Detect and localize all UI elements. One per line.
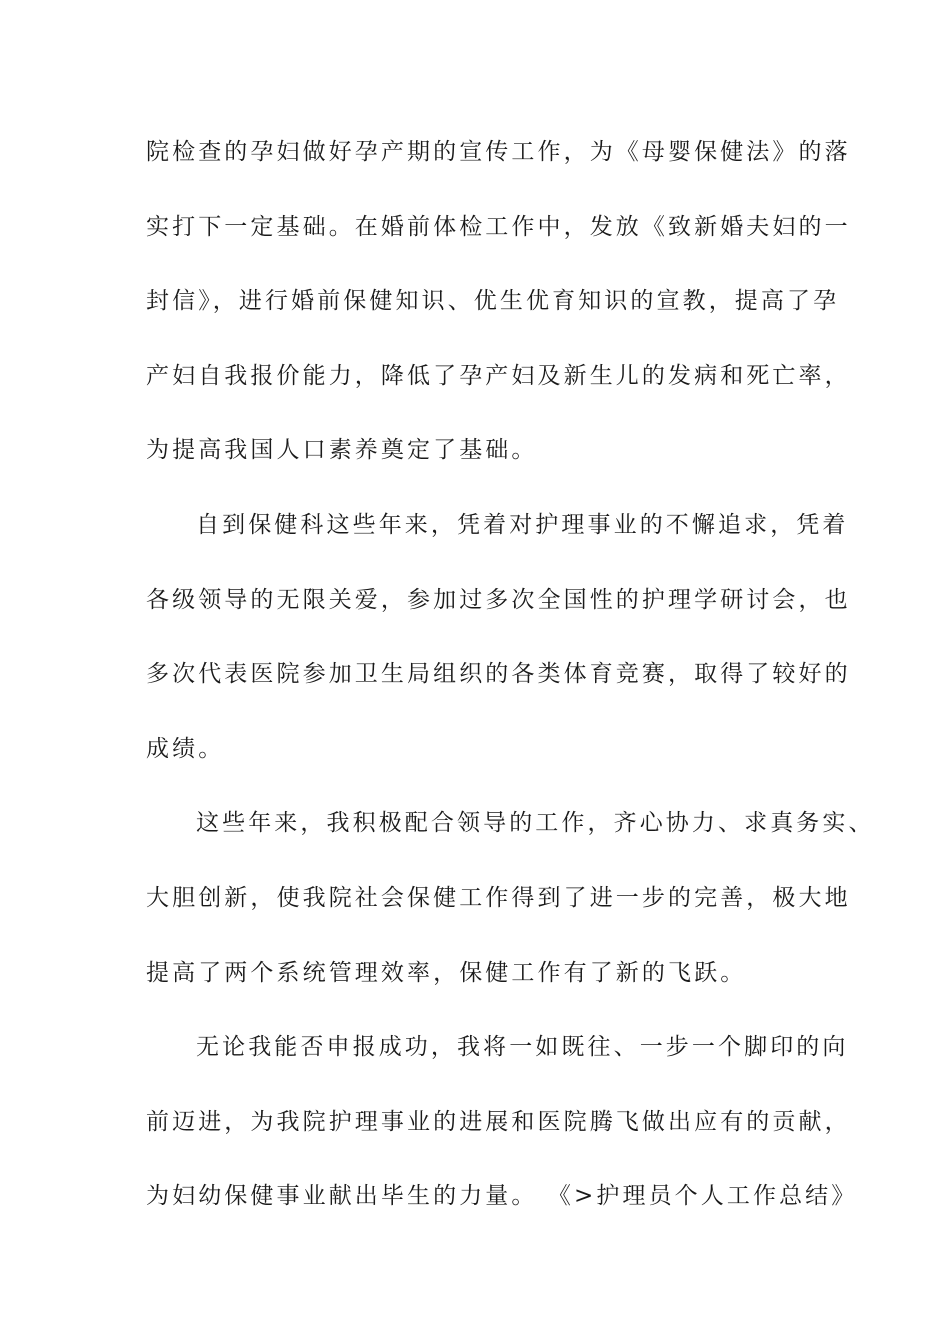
paragraph (146, 499, 851, 797)
paragraph (146, 797, 875, 1021)
text-line: 封信》，进行婚前保健知识、优生优育知识的宣教，提高了孕 (146, 288, 840, 315)
text-line: 前迈进，为我院护理事业的进展和医院腾飞做出应有的贡献， (146, 1108, 851, 1135)
text-line: 为妇幼保健事业献出毕生的力量。 《>护理员个人工作总结》 (146, 1183, 858, 1210)
document-body (146, 126, 875, 1245)
text-line: 为提高我国人口素养奠定了基础。 (146, 437, 538, 464)
text-line: 成绩。 (146, 735, 225, 762)
text-line: 各级领导的无限关爱，参加过多次全国性的护理学研讨会，也 (146, 586, 851, 613)
text-line: 提高了两个系统管理效率，保健工作有了新的飞跃。 (146, 959, 747, 986)
text-line: 多次代表医院参加卫生局组织的各类体育竞赛，取得了较好的 (146, 661, 851, 688)
text-line: 自到保健科这些年来，凭着对护理事业的不懈追求，凭着 (196, 511, 849, 538)
text-line: 无论我能否申报成功，我将一如既往、一步一个脚印的向 (196, 1034, 849, 1061)
text-line: 这些年来，我积极配合领导的工作，齐心协力、求真务实、 (196, 810, 875, 837)
text-line: 实打下一定基础。在婚前体检工作中，发放《致新婚夫妇的一 (146, 213, 851, 240)
paragraph (146, 1021, 858, 1245)
paragraph (146, 126, 851, 499)
text-line: 大胆创新，使我院社会保健工作得到了进一步的完善，极大地 (146, 884, 851, 911)
text-line: 产妇自我报价能力，降低了孕产妇及新生儿的发病和死亡率， (146, 362, 851, 389)
text-line: 院检查的孕妇做好孕产期的宣传工作，为《母婴保健法》的落 (146, 139, 851, 165)
